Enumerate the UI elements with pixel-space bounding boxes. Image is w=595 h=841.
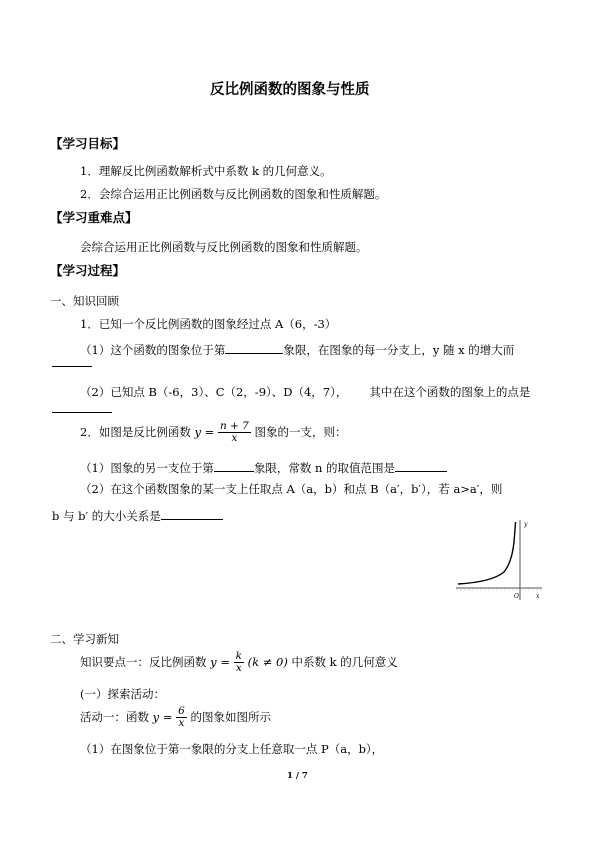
x-axis-label: x <box>536 593 540 600</box>
point-denominator: x <box>235 662 242 675</box>
point-condition: (k ≠ 0) <box>247 654 288 669</box>
formula-numerator: n + 7 <box>219 420 249 432</box>
point-numerator: k <box>235 650 242 662</box>
question-1-2-text-b: 其中在这个函数的图象上的点是 <box>369 385 531 399</box>
hyperbola-curve <box>458 522 516 584</box>
question-2 <box>80 421 347 444</box>
key-heading: 【学习重难点】 <box>50 210 138 225</box>
formula-denominator: x <box>231 432 238 445</box>
question-1-2-text-a: （2）已知点 B（-6，3）、C（2，-9）、D（4，7）， <box>80 385 348 399</box>
question-1-2-blank-line[interactable] <box>52 404 112 413</box>
question-2-text-a: 2．如图是反比例函数 <box>80 424 191 439</box>
question-1-1-text-a: （1）这个函数的图象位于第 <box>80 343 226 357</box>
question-2-text-b: 图象的一支，则： <box>254 424 347 439</box>
question-2-2: （2）在这个函数图象的某一支上任取点 A（a，b）和点 B（a′，b′），若 a>a′，则 <box>80 482 503 496</box>
page-number: 1 / 7 <box>287 771 308 781</box>
activity-1-text-a: 活动一：函数 <box>80 709 149 724</box>
knowledge-point-1 <box>80 651 398 674</box>
answer-blank[interactable] <box>225 342 283 354</box>
review-heading: 一、知识回顾 <box>50 294 119 308</box>
activity-1 <box>80 706 271 729</box>
formula-eq: = <box>204 424 215 439</box>
question-1: 1．已知一个反比例函数的图象经过点 A（6，-3） <box>80 317 337 331</box>
question-1-1-blank-line[interactable] <box>52 358 92 367</box>
answer-blank[interactable] <box>214 460 254 472</box>
activity-formula-fraction <box>176 706 187 729</box>
point-formula-fraction <box>234 651 244 674</box>
answer-blank[interactable] <box>395 460 447 472</box>
point-formula-eq: = <box>220 654 230 669</box>
point-formula-y: y <box>210 654 217 669</box>
question-2-2-cont <box>52 508 223 523</box>
point-text-b: 中系数 k 的几何意义 <box>291 654 398 669</box>
process-heading: 【学习过程】 <box>50 263 126 278</box>
key-text: 会综合运用正比例函数与反比例函数的图象和性质解题。 <box>80 240 368 254</box>
y-axis-label: y <box>524 521 528 528</box>
origin-label: O <box>514 593 519 600</box>
activity-denominator: x <box>178 717 185 730</box>
hyperbola-figure <box>452 516 547 604</box>
question-1-1 <box>80 342 514 357</box>
activity-1-text-b: 的图象如图所示 <box>190 709 271 724</box>
activity-formula-eq: = <box>162 709 173 724</box>
explore-heading: (一）探索活动： <box>80 687 165 701</box>
activity-formula-y: y <box>152 709 160 724</box>
answer-blank[interactable] <box>161 508 223 520</box>
question-1-1-text-b: 象限，在图象的每一分支上，y 随 x 的增大而 <box>283 343 515 357</box>
new-heading: 二、学习新知 <box>50 632 119 646</box>
formula-fraction <box>218 421 251 444</box>
question-2-1-text-a: （1）图象的另一支位于第 <box>80 461 214 475</box>
goals-heading: 【学习目标】 <box>50 136 126 151</box>
activity-1-step-1: （1）在图象位于第一象限的分支上任意取一点 P（a，b）， <box>80 742 384 756</box>
goal-1: 1．理解反比例函数解析式中系数 k 的几何意义。 <box>80 164 332 178</box>
goal-2: 2．会综合运用正比例函数与反比例函数的图象和性质解题。 <box>80 187 387 201</box>
page-title: 反比例函数的图象与性质 <box>210 82 370 98</box>
question-2-1-text-b: 象限，常数 n 的取值范围是 <box>253 461 396 475</box>
point-text-a: 知识要点一：反比例函数 <box>80 654 207 669</box>
activity-numerator: 6 <box>178 705 185 717</box>
formula-y: y <box>194 424 201 439</box>
question-1-2 <box>80 387 530 399</box>
question-2-1 <box>80 460 447 475</box>
question-2-2-text-c: b 与 b′ 的大小关系是 <box>52 509 161 523</box>
